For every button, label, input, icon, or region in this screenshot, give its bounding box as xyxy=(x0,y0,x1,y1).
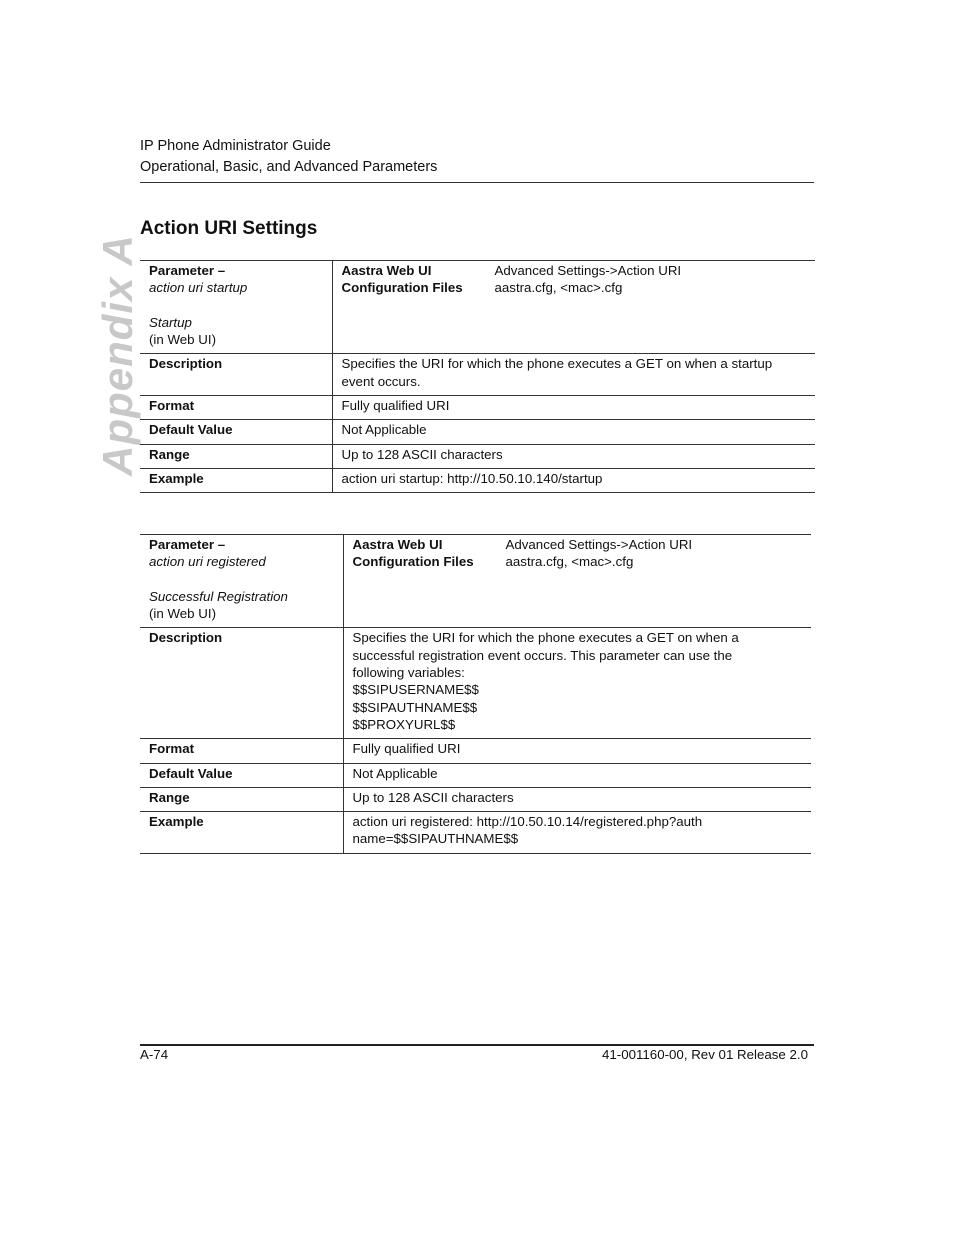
row-value: Fully qualified URI xyxy=(332,396,815,420)
webui-note: (in Web UI) xyxy=(149,332,216,348)
row-value: action uri startup: http://10.50.10.140/startup xyxy=(332,468,815,492)
param-label: Parameter – xyxy=(149,537,226,552)
param-label: Parameter – xyxy=(149,263,226,278)
row-value-line: $$SIPAUTHNAME$$ xyxy=(352,699,478,715)
param-name-cell xyxy=(140,535,343,628)
table-row xyxy=(140,261,815,354)
table-row xyxy=(140,468,815,492)
row-value-line: following variables: xyxy=(352,665,465,681)
document-id: 41-001160-00, Rev 01 Release 2.0 xyxy=(602,1047,808,1062)
appendix-label-text: Appendix A xyxy=(94,234,141,476)
row-label: Example xyxy=(140,812,343,854)
row-value xyxy=(332,354,815,396)
param-name: action uri registered xyxy=(149,554,266,570)
row-label: Default Value xyxy=(140,420,332,444)
param-table-startup xyxy=(140,260,815,493)
row-value-line: $$PROXYURL$$ xyxy=(352,716,456,732)
row-value-line: Specifies the URI for which the phone executes a GET on when a startup xyxy=(341,356,773,372)
row-label: Format xyxy=(140,396,332,420)
row-label: Example xyxy=(140,468,332,492)
param-name: action uri startup xyxy=(149,280,248,296)
row-label: Format xyxy=(140,739,343,763)
param-table-registered xyxy=(140,534,811,854)
header-chapter-title: Operational, Basic, and Advanced Parameters xyxy=(140,159,438,175)
header-guide-title: IP Phone Administrator Guide xyxy=(140,138,331,154)
webui-note: (in Web UI) xyxy=(149,606,216,622)
row-label: Description xyxy=(140,628,343,739)
section-title: Action URI Settings xyxy=(140,218,318,239)
row-value xyxy=(343,812,811,854)
table-row xyxy=(140,628,811,739)
row-value-line: name=$$SIPAUTHNAME$$ xyxy=(352,831,519,847)
webui-value: Advanced Settings->Action URI xyxy=(505,537,693,552)
page-number: A-74 xyxy=(140,1047,169,1062)
row-value: Fully qualified URI xyxy=(343,739,811,763)
row-value-line: action uri registered: http://10.50.10.14/registered.php?auth xyxy=(352,814,703,830)
row-value: Up to 128 ASCII characters xyxy=(343,787,811,811)
cfg-key: Configuration Files xyxy=(352,554,474,570)
footer-divider xyxy=(140,1044,814,1046)
row-value-line: Specifies the URI for which the phone executes a GET on when a xyxy=(352,630,739,646)
param-location-cell xyxy=(332,261,815,354)
webui-name: Successful Registration xyxy=(149,588,288,604)
webui-key: Aastra Web UI xyxy=(341,263,432,278)
table-row xyxy=(140,535,811,628)
webui-value: Advanced Settings->Action URI xyxy=(494,263,682,278)
row-value: Not Applicable xyxy=(332,420,815,444)
table-row xyxy=(140,354,815,396)
webui-key: Aastra Web UI xyxy=(352,537,443,552)
table-row xyxy=(140,739,811,763)
row-value xyxy=(343,628,811,739)
param-location-cell xyxy=(343,535,811,628)
cfg-value: aastra.cfg, <mac>.cfg xyxy=(505,554,634,570)
appendix-side-label xyxy=(94,234,141,476)
row-label: Default Value xyxy=(140,763,343,787)
row-label: Range xyxy=(140,787,343,811)
table-row xyxy=(140,763,811,787)
row-value-line: event occurs. xyxy=(341,373,421,389)
param-name-cell xyxy=(140,261,332,354)
table-row xyxy=(140,787,811,811)
row-value: Not Applicable xyxy=(343,763,811,787)
table-row xyxy=(140,444,815,468)
header-divider xyxy=(140,182,814,183)
cfg-key: Configuration Files xyxy=(341,280,463,296)
table-row xyxy=(140,812,811,854)
table-row xyxy=(140,420,815,444)
row-value-line: $$SIPUSERNAME$$ xyxy=(352,682,479,698)
row-value-line: successful registration event occurs. This parameter can use the xyxy=(352,647,733,663)
webui-name: Startup xyxy=(149,314,192,330)
running-header xyxy=(140,136,814,178)
row-label: Range xyxy=(140,444,332,468)
table-row xyxy=(140,396,815,420)
row-label: Description xyxy=(140,354,332,396)
cfg-value: aastra.cfg, <mac>.cfg xyxy=(494,280,623,296)
row-value: Up to 128 ASCII characters xyxy=(332,444,815,468)
